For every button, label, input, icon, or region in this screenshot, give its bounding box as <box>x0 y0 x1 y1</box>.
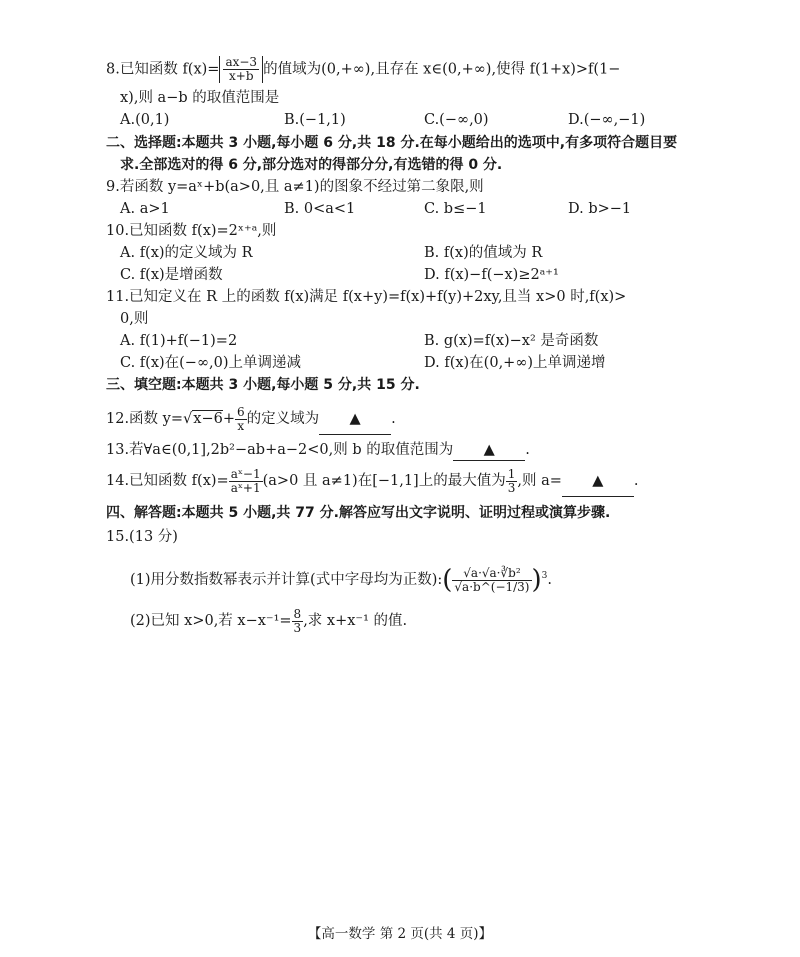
q15-part2-text: (2)已知 x>0,若 x−x⁻¹= <box>130 613 292 629</box>
q8-line2: x),则 a−b 的取值范围是 <box>120 90 280 106</box>
q10-stem: 10.已知函数 f(x)=2ˣ⁺ᵃ,则 <box>106 223 277 239</box>
q9-option-b: B. 0<a<1 <box>284 201 356 217</box>
q11-option-b: B. g(x)=f(x)−x² 是奇函数 <box>424 333 599 349</box>
q8-line1 <box>106 56 620 83</box>
q14-frac-denominator: aˣ+1 <box>230 480 261 495</box>
q15-part2-denominator: 3 <box>293 620 302 635</box>
q15-expr-denominator: √a·b^(−1/3) <box>454 579 530 594</box>
q14 <box>106 466 638 497</box>
q12 <box>106 404 396 435</box>
q9-stem: 9.若函数 y=aˣ+b(a>0,且 a≠1)的图象不经过第二象限,则 <box>106 179 484 195</box>
q8-option-d: D.(−∞,−1) <box>568 112 646 128</box>
q8-option-b: B.(−1,1) <box>284 112 346 128</box>
q12-plus: + <box>222 411 235 427</box>
q10-option-b: B. f(x)的值域为 R <box>424 245 543 261</box>
q15-part1-expression <box>452 567 531 594</box>
q12-frac-denominator: x <box>237 418 245 433</box>
q13-stem: 13.若∀a∈(0,1],2b²−ab+a−2<0,则 b 的取值范围为 <box>106 442 454 458</box>
q12-sqrt-body: x−6 <box>193 411 223 427</box>
q14-stem-mid: (a>0 且 a≠1)在[−1,1]上的最大值为 <box>262 473 506 489</box>
page-footer: 【高一数学 第 2 页(共 4 页)】 <box>307 926 493 942</box>
q8-abs-denominator: x+b <box>229 69 254 83</box>
q13 <box>106 440 530 461</box>
q8-stem-rest: 的值域为(0,+∞),且存在 x∈(0,+∞),使得 f(1+x)>f(1− <box>263 61 621 78</box>
q13-period: . <box>525 442 530 458</box>
q15-part1-period: . <box>547 572 552 588</box>
q15-part2-numerator: 8 <box>293 606 302 621</box>
q11-option-d: D. f(x)在(0,+∞)上单调递增 <box>424 355 606 371</box>
q12-stem-start: 12.函数 y= <box>106 411 184 427</box>
q8-abs-numerator: ax−3 <box>225 55 258 69</box>
q15-expr-exponent: 3 <box>541 571 548 581</box>
left-paren: ( <box>442 565 453 595</box>
q14-max-value <box>506 468 518 495</box>
q14-frac-numerator: aˣ−1 <box>230 466 261 481</box>
q11-option-c: C. f(x)在(−∞,0)上单调递减 <box>120 355 302 371</box>
q14-period: . <box>633 473 639 489</box>
q11-line2: 0,则 <box>120 311 149 327</box>
q15-expr-numerator: √a·√a·∛b² <box>452 567 531 581</box>
q15-part2-text-end: ,求 x+x⁻¹ 的值. <box>303 613 408 629</box>
sqrt-sign: √ <box>183 411 193 427</box>
q10-option-c: C. f(x)是增函数 <box>120 267 223 283</box>
q10-option-a: A. f(x)的定义域为 R <box>120 245 253 261</box>
q8-abs-expression <box>219 56 263 83</box>
q14-answer-blank[interactable]: ▲ <box>562 466 634 497</box>
q12-period: . <box>391 411 396 427</box>
q12-answer-blank[interactable]: ▲ <box>319 404 391 435</box>
right-paren: ) <box>531 565 542 595</box>
q8-option-c: C.(−∞,0) <box>424 112 489 128</box>
q12-stem-end: 的定义域为 <box>246 411 320 427</box>
q15-heading: 15.(13 分) <box>106 529 178 545</box>
section4-heading: 四、解答题:本题共 5 小题,共 77 分.解答应写出文字说明、证明过程或演算步骤. <box>106 505 611 521</box>
section3-heading: 三、填空题:本题共 3 小题,每小题 5 分,共 15 分. <box>106 377 420 393</box>
q11-line1: 11.已知定义在 R 上的函数 f(x)满足 f(x+y)=f(x)+f(y)+2xy,且当 x>0 时,f(x)> <box>106 289 627 305</box>
q14-max-numerator: 1 <box>507 466 516 481</box>
q14-stem-end: ,则 a= <box>517 473 562 489</box>
q11-option-a: A. f(1)+f(−1)=2 <box>120 333 238 349</box>
q8-option-a: A.(0,1) <box>120 112 170 128</box>
q9-option-a: A. a>1 <box>120 201 170 217</box>
q9-option-d: D. b>−1 <box>568 201 632 217</box>
q9-option-c: C. b≤−1 <box>424 201 487 217</box>
q14-stem-start: 14.已知函数 f(x)= <box>106 473 229 489</box>
q13-answer-blank[interactable]: ▲ <box>453 440 525 461</box>
q15-part1 <box>130 556 552 600</box>
q8-stem-start: 8.已知函数 f(x)= <box>106 61 220 78</box>
q10-option-d: D. f(x)−f(−x)≥2ᵃ⁺¹ <box>424 267 559 283</box>
section2-heading-cont: 求.全部选对的得 6 分,部分选对的得部分分,有选错的得 0 分. <box>120 157 503 173</box>
q15-part2 <box>130 606 407 636</box>
q12-fraction <box>235 406 247 433</box>
q15-part2-fraction <box>292 608 304 635</box>
q15-part1-text: (1)用分数指数幂表示并计算(式中字母均为正数): <box>130 572 443 588</box>
q14-max-denominator: 3 <box>507 480 516 495</box>
section2-heading: 二、选择题:本题共 3 小题,每小题 6 分,共 18 分.在每小题给出的选项中,有多项符合题目要 <box>106 135 678 151</box>
q14-function-fraction <box>229 468 263 495</box>
q12-frac-numerator: 6 <box>236 404 245 419</box>
